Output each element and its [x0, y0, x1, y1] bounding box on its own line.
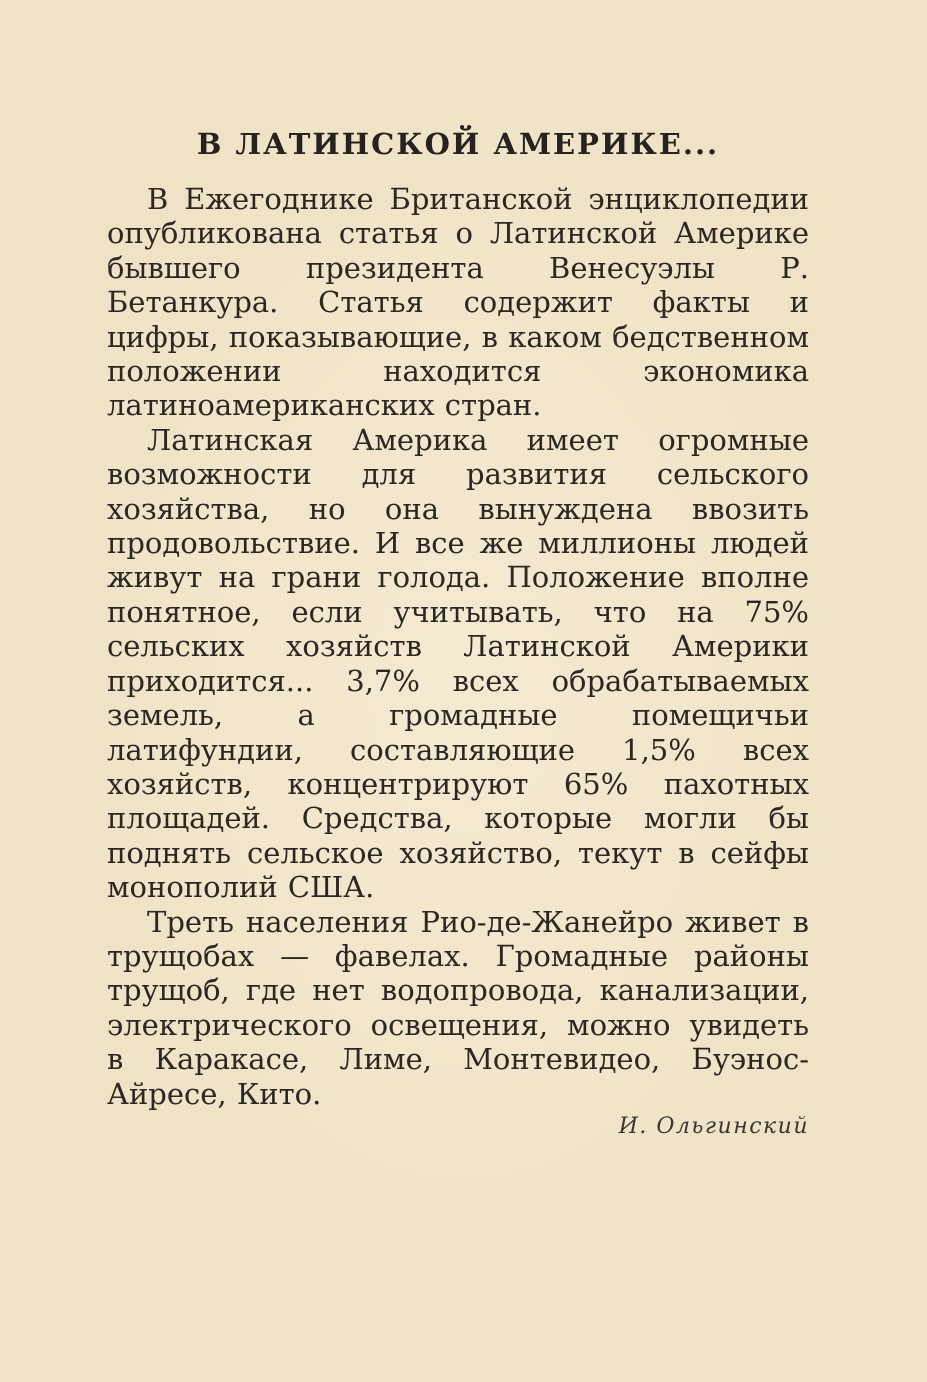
article-title: В ЛАТИНСКОЙ АМЕРИКЕ... — [196, 127, 720, 161]
article-paragraph: Латинская Америка имеет огромные возможности для развития сельского хозяйства, но она вынуждена ввозить продовольствие. И все же миллионы людей живут на грани голода. Положение вполне понятное, если учитывать, что на 75% сельских хозяйств Латинской Америки приходится... 3,7% всех обрабатываемых земель, а громадные помещичьи латифундии, составляющие 1,5% всех хозяйств, концентрируют 65% пахотных площадей. Средства, которые могли бы поднять сельское хозяйство, текут в сейфы монополий США. — [107, 422, 809, 905]
article-paragraph: Треть населения Рио-де-Жанейро живет в трущобах — фавелах. Громадные районы трущоб, где нет водопровода, канализации, электрического освещения, можно увидеть в Каракасе, Лиме, Монтевидео, Буэнос-Айресе, Кито. — [107, 904, 809, 1111]
article — [107, 124, 809, 1139]
author-signature: И. Ольгинский — [618, 1114, 809, 1139]
article-paragraph: В Ежегоднике Британской энциклопедии опубликована статья о Латинской Америке бывшего президента Венесуэлы Р. Бетанкура. Статья содержит факты и цифры, показывающие, в каком бедственном положении находится экономика латиноамериканских стран. — [107, 182, 809, 423]
